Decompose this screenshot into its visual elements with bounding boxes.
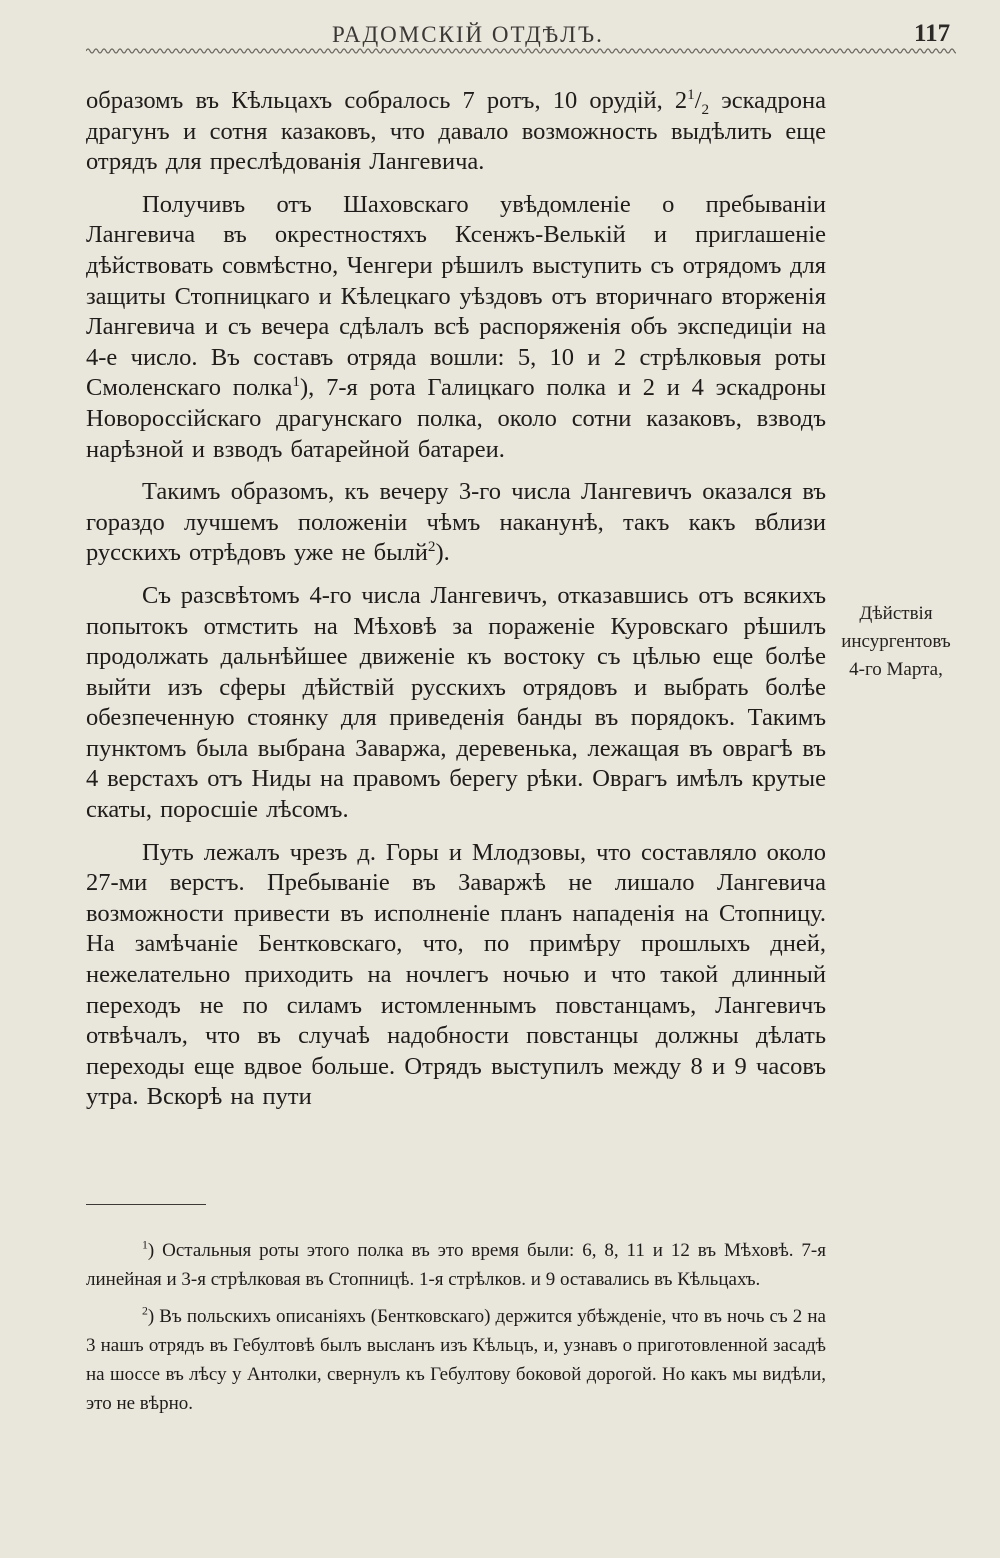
paragraph-5: Путь лежалъ чрезъ д. Горы и Млодзовы, что составляло около 27-ми верстъ. Пребываніе въ Заваржѣ не лишало Лангевича возможности привести въ исполненіе планъ нападенія на Стопницу. На замѣчаніе Бентковскаго, что, по примѣру прошлыхъ дней, нежелательно приходить на ночлегъ ночью и что такой длинный переходъ не по силамъ истомленнымъ повстанцамъ, Лангевичъ отвѣчалъ, что въ случаѣ надобности повстанцы должны дѣлать переходы еще вдвое больше. Отрядъ выступилъ между 8 и 9 часовъ утра. Вскорѣ на пути — [86, 838, 826, 1111]
page-number: 117 — [914, 20, 951, 47]
paragraph-1: образомъ въ Кѣльцахъ собралось 7 ротъ, 10 орудій, $2^1/_2$ эскадрона драгунъ и сотня казаковъ, что давало возможность выдѣлить еще отрядъ для преслѣдованія Лангевича. — [86, 85, 826, 176]
wavy-rule — [86, 44, 956, 58]
paragraph-3: Такимъ образомъ, къ вечеру 3-го числа Лангевичъ оказался въ гораздо лучшемъ положеніи чѣмъ наканунѣ, такъ какъ вблизи русскихъ отрѣдовъ уже не былй$^2$). — [86, 478, 826, 567]
paragraph-2: Получивъ отъ Шаховскаго увѣдомленіе о пребываніи Лангевича въ окрестностяхъ Ксенжъ-Велькій и приглашеніе дѣйствовать совмѣстно, Ченгери рѣшилъ выступить съ отрядомъ для защиты Стопницкаго и Кѣлецкаго уѣздовъ отъ вторичнаго вторженія Лангевича и съ вечера сдѣлалъ всѣ распоряженія объ экспедиціи на 4-е число. Въ составъ отряда вошли: 5, 10 и 2 стрѣлковыя роты Смоленскаго полка$^1$), 7-я рота Галицкаго полка и 2 и 4 эскадроны Новороссійскаго драгунскаго полка, около сотни казаковъ, взводъ нарѣзной и взводъ батарейной батареи. — [86, 190, 827, 463]
footnotes — [86, 1236, 826, 1426]
margin-note: Дѣйствія инсургентовъ 4-го Марта, — [841, 603, 951, 680]
footnote-ref-1: 1 — [292, 373, 301, 391]
paragraph-4: Съ разсвѣтомъ 4-го числа Лангевичъ, отказавшись отъ всякихъ попытокъ отмстить на Мѣховѣ за пораженіе Куровскаго рѣшилъ продолжать дальнѣйшее движеніе къ востоку съ цѣлью еще болѣе выйти изъ сферы дѣйствій русскихъ отрядовъ и выбрать болѣе обезпеченную стоянку для приведенія банды въ порядокъ. Такимъ пунктомъ была выбрана Заваржа, деревенька, лежащая въ оврагѣ въ 4 верстахъ отъ Ниды на правомъ берегу рѣки. Оврагъ имѣлъ крутые скаты, поросшіе лѣсомъ. — [86, 581, 826, 824]
footnote-divider — [86, 1204, 206, 1205]
running-title: РАДОМСКІЙ ОТДѢЛЪ. — [332, 22, 604, 47]
footnote-1: $^1$) Остальныя роты этого полка въ это время были: 6, 8, 11 и 12 въ Мѣховѣ. 7-я линейная и 3-я стрѣлковая въ Стопницѣ. 1-я стрѣлков. и 9 оставались въ Кѣльцахъ. — [86, 1238, 826, 1290]
footnote-2: $^2$) Въ польскихъ описаніяхъ (Бентковскаго) держится убѣжденіе, что въ ночь съ 2 на 3 нашъ отрядъ въ Гебултовѣ былъ высланъ изъ Кѣльцъ, и, узнавъ о приготовленной засадѣ на шоссе въ лѣсу у Антолки, свернулъ къ Гебултову боковой дорогой. Но какъ мы видѣли, это не вѣрно. — [86, 1304, 826, 1414]
main-text — [86, 86, 826, 1125]
footnote-ref-2: 2 — [427, 538, 436, 556]
